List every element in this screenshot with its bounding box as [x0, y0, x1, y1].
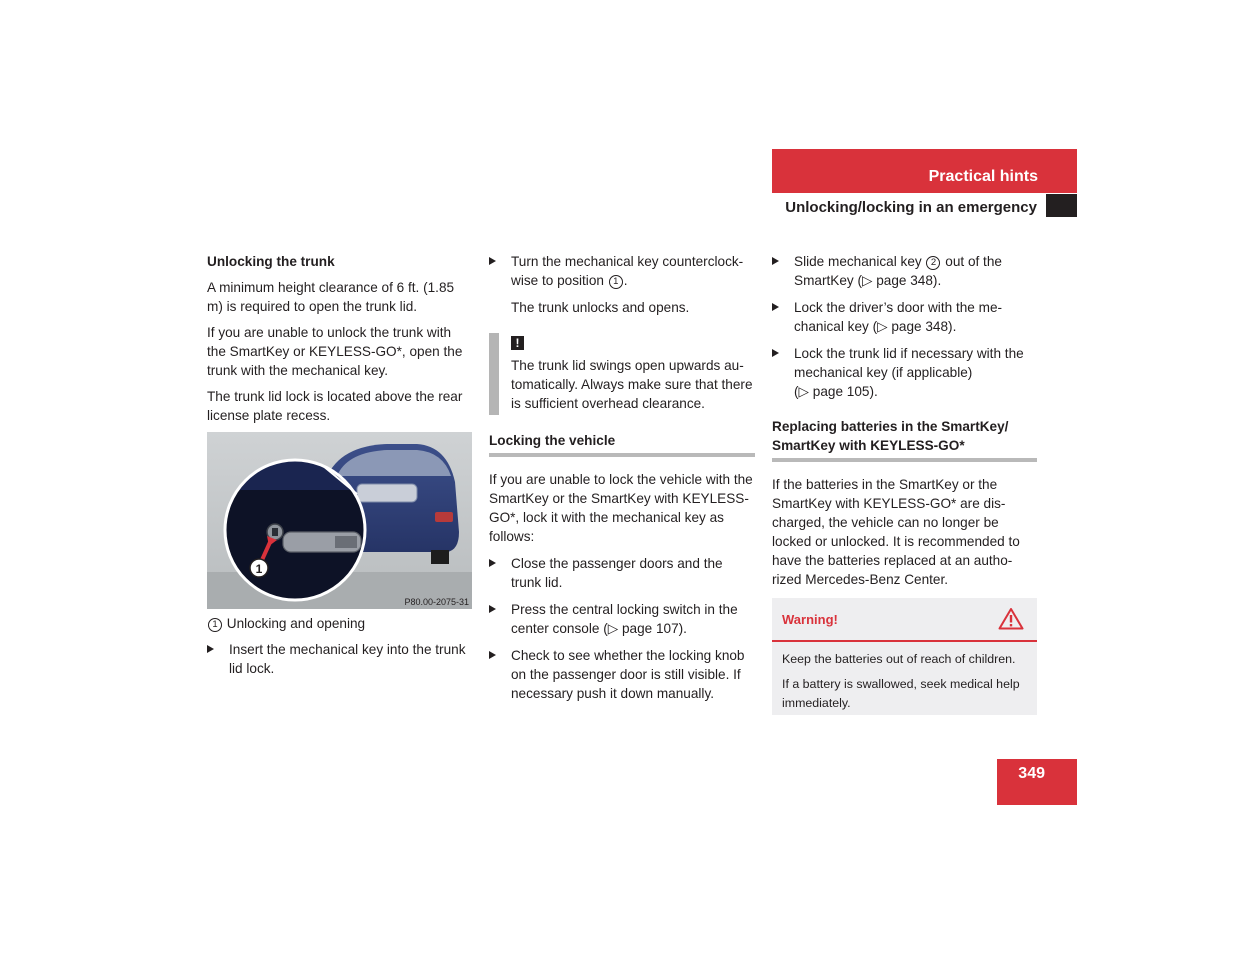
figure-callout: 1 — [255, 562, 263, 576]
warning-body — [782, 650, 1032, 719]
column-1-lower — [207, 614, 472, 678]
warning-line-1: Keep the batteries out of reach of children. — [782, 652, 1016, 666]
step-text: Lock the driver’s door with the me-chanical key (▷ page 348). — [794, 300, 1003, 334]
battery-text: If the batteries in the SmartKey or the SmartKey with KEYLESS-GO* are dis-charged, the vehicle can no longer be locked or unlocked. It is recommended to have the batteries replaced at an autho-rized Mercedes-Benz Center. — [772, 477, 1020, 587]
warning-triangle-icon — [998, 607, 1024, 635]
bullet-triangle-icon — [489, 257, 496, 265]
figure-caption — [207, 614, 472, 633]
step-central-locking — [489, 600, 755, 638]
step-text: Turn the mechanical key counterclock-wise to position — [511, 254, 744, 288]
warning-line-2: If a battery is swallowed, seek medical help immediately. — [782, 677, 1020, 710]
section-title: Practical hints — [928, 168, 1038, 185]
trunk-lock-illustration — [207, 432, 472, 609]
step-turn-key — [489, 252, 755, 290]
bullet-triangle-icon — [489, 651, 496, 659]
paragraph-lock-location: The trunk lid lock is located above the rear license plate recess. — [207, 389, 463, 423]
caption-number: 1 — [208, 618, 222, 632]
bullet-triangle-icon — [772, 257, 779, 265]
column-3 — [772, 252, 1037, 589]
locking-vehicle-heading: Locking the vehicle — [489, 431, 755, 457]
figure-code: P80.00-2075-31 — [404, 597, 469, 607]
paragraph-unable-unlock: If you are unable to unlock the trunk with the SmartKey or KEYLESS-GO*, open the trunk with the mechanical key. — [207, 325, 463, 378]
warning-label: Warning! — [782, 612, 838, 627]
step-text: Press the central locking switch in the center console (▷ page 107). — [511, 602, 738, 636]
header-dark-tab — [1046, 194, 1077, 217]
bullet-triangle-icon — [489, 559, 496, 567]
step-text: Slide mechanical key — [794, 254, 922, 269]
step-slide-key — [772, 252, 1037, 290]
attention-note — [489, 333, 755, 415]
step-check-knob — [489, 646, 755, 703]
bullet-triangle-icon — [772, 303, 779, 311]
note-text: The trunk lid swings open upwards au-tomatically. Always make sure that there is sufficient overhead clearance. — [511, 358, 753, 411]
step-text-end: out of the SmartKey (▷ page 348). — [794, 254, 1002, 288]
step-text: Check to see whether the locking knob on the passenger door is still visible. If necessary push it down manually. — [511, 648, 745, 701]
subsection-title: Unlocking/locking in an emergency — [785, 199, 1037, 216]
paragraph-clearance: A minimum height clearance of 6 ft. (1.85 m) is required to open the trunk lid. — [207, 280, 455, 314]
step-page-ref: (▷ page 105). — [794, 384, 878, 399]
step-close-doors — [489, 554, 755, 592]
page-number: 349 — [1018, 765, 1045, 782]
locking-intro: If you are unable to lock the vehicle with the SmartKey or the SmartKey with KEYLESS-GO*, lock it with the mechanical key as follows: — [489, 472, 753, 544]
bullet-triangle-icon — [207, 645, 214, 653]
warning-header — [772, 598, 1037, 642]
step-insert-key — [207, 640, 472, 678]
step-text-end: . — [623, 273, 628, 288]
attention-exclamation-icon: ! — [511, 336, 524, 350]
column-1 — [207, 252, 472, 425]
position-number: 1 — [609, 275, 623, 289]
car-rear-image — [207, 432, 472, 609]
battery-heading: Replacing batteries in the SmartKey/ SmartKey with KEYLESS-GO* — [772, 417, 1037, 462]
result-trunk-opens: The trunk unlocks and opens. — [511, 300, 690, 315]
step-lock-driver-door — [772, 298, 1037, 336]
step-text: Close the passenger doors and the trunk lid. — [511, 556, 723, 590]
step-text: Lock the trunk lid if necessary with the mechanical key (if applicable) — [794, 346, 1024, 380]
step-lock-trunk — [772, 344, 1037, 401]
key-number: 2 — [926, 256, 940, 270]
unlocking-trunk-heading: Unlocking the trunk — [207, 254, 335, 269]
bullet-triangle-icon — [489, 605, 496, 613]
step-text: Insert the mechanical key into the trunk lid lock. — [229, 642, 466, 676]
warning-box — [772, 598, 1037, 715]
note-bar — [489, 333, 499, 415]
column-2 — [489, 252, 755, 703]
caption-text: Unlocking and opening — [226, 616, 366, 631]
bullet-triangle-icon — [772, 349, 779, 357]
